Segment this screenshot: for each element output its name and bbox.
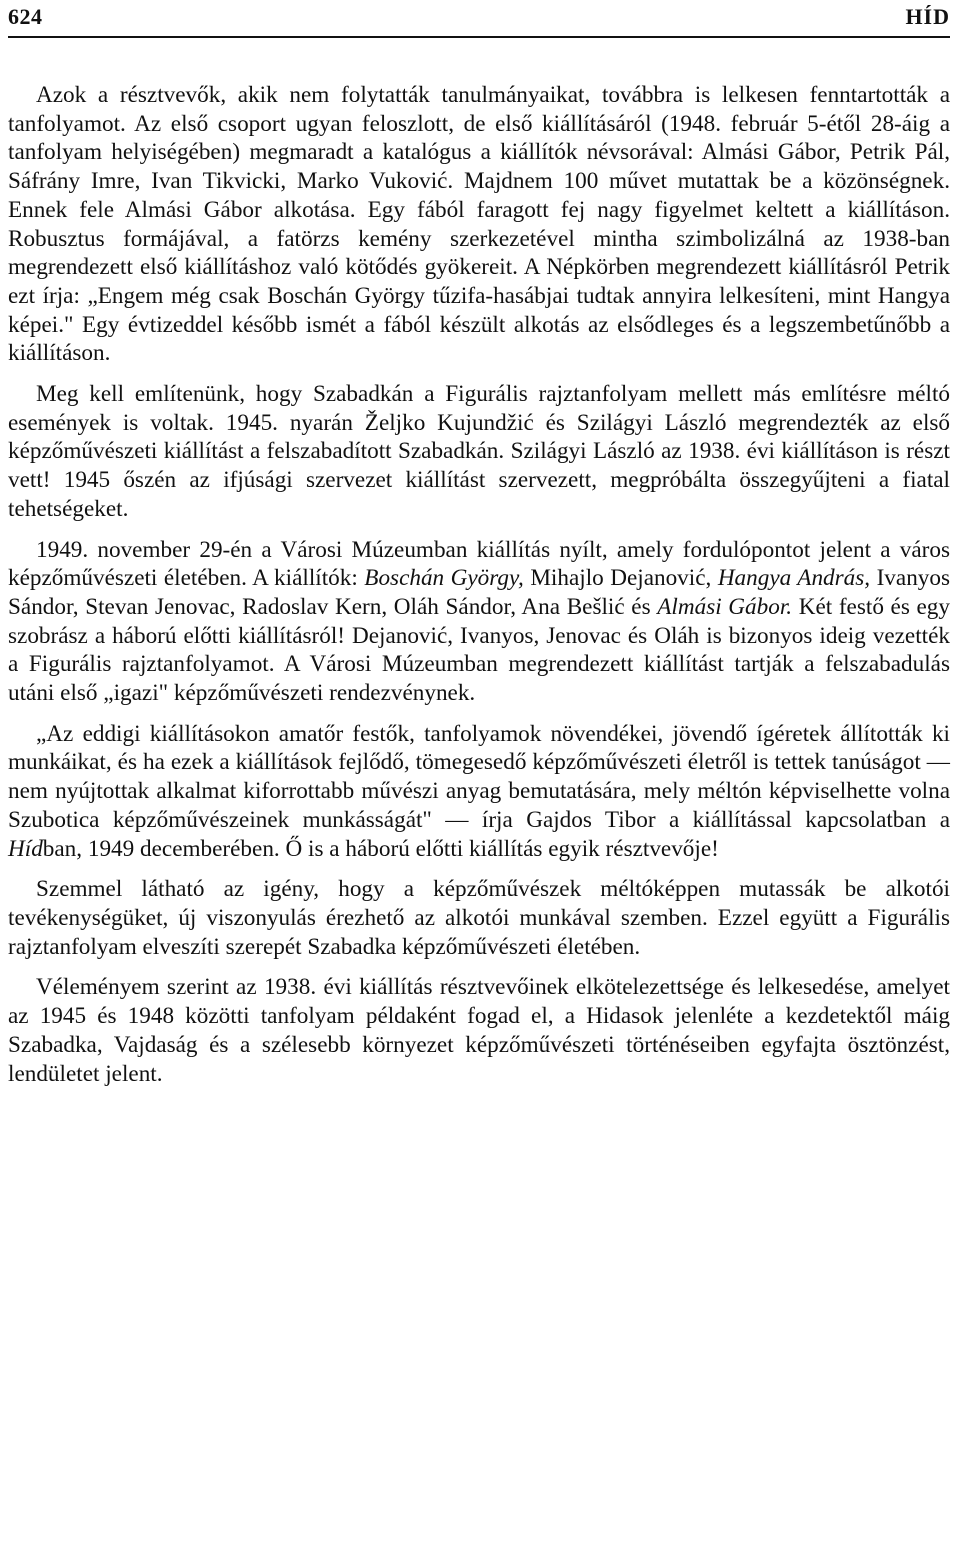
paragraph [8, 973, 950, 1088]
text-segment: Két festő és egy szobrász a háború előtti kiállításról! Dejanović, Ivanyos, Jenovac és Oláh is bizonyos ideig vezették a Figurális rajztanfolyamot. A Városi Múzeumban megrendezett kiállítást tartják a felszabadulás utáni első „igazi" képzőművészeti rendezvénynek. [8, 593, 950, 707]
text-segment: Véleményem szerint az 1938. évi kiállítás résztvevőinek elkötelezettsége és lelkesedése, amelyet az 1945 és 1948 közötti tanfolyam példaként fogad el, a Hidasok jelenléte a kezdetektől máig Szabadka, Vajdaság és a szélesebb környezet képzőművészeti történéseiben egyfajta ösztönzést, lendületet jelent. [8, 974, 950, 1087]
text-segment: Mihajlo Dejanović, [523, 565, 718, 592]
running-header [8, 2, 950, 38]
text-segment: 1949. november 29-én a Városi Múzeumban kiállítás nyílt, amely fordulópontot jelent a város képzőművészeti életében. A kiállítók: [8, 536, 950, 592]
italic-text-segment: Hangya András, [717, 565, 871, 592]
text-segment: Szemmel látható az igény, hogy a képzőművészek méltóképpen mutassák be alkotói tevékenységüket, új viszonyulás érezhető az alkotói munkával szemben. Ezzel együtt a Figurális rajztanfolyam elveszíti szerepét Szabadka képzőművészeti életében. [8, 876, 950, 960]
paragraph [8, 875, 950, 961]
text-segment: Ivanyos Sándor, Stevan Jenovac, Radoslav Kern, Oláh Sándor, Ana Bešlić és [8, 565, 950, 620]
italic-text-segment: Híd [8, 835, 43, 862]
paragraph [8, 380, 950, 524]
journal-name: HÍD [905, 4, 950, 29]
italic-text-segment: Almási Gábor. [657, 593, 793, 620]
text-segment: Meg kell említenünk, hogy Szabadkán a Figurális rajztanfolyam mellett más említésre méltó események is voltak. 1945. nyarán Željko Kujundžić és Szilágyi László megrendezték az első képzőművészeti kiállítást a felszabadított Szabadkán. Szilágyi László az 1938. évi kiállításon is részt vett! 1945 őszén az ifjúsági szervezet kiállítást szervezett, megpróbálta összegyűjteni a fiatal tehetségeket. [8, 381, 950, 522]
paragraph [8, 81, 950, 368]
paragraph [8, 720, 950, 864]
page-number: 624 [8, 4, 43, 29]
italic-text-segment: Boschán György, [364, 565, 524, 592]
text-segment: Azok a résztvevők, akik nem folytatták tanulmányaikat, továbbra is lelkesen fenntartották a tanfolyamot. Az első csoport ugyan feloszlott, de első kiállításáról (1948. február 5-étől 28-áig a tanfolyam helyiségében) megmaradt a katalógus a kiállítók névsorával: Almási Gábor, Petrik Pál, Sáfrány Imre, Ivan Tikvicki, Marko Vuković. Majdnem 100 művet mutattak be a közönségnek. Ennek fele Almási Gábor alkotása. Egy fából faragott fej nagy figyelmet keltett a kiállításon. Robusztus formájával, a fatörzs kemény szerkezetével mintha szimbolizálná az 1938-ban megrendezett első kiállításhoz való kötődés gyökereit. A Népkörben megrendezett kiállításról Petrik ezt írja: „Engem még csak Boschán György tűzifa-hasábjai tudtak annyira lelkesíteni, mint Hangya képei." Egy évtizeddel később ismét a fából készült alkotás az elsődleges és a legszembetűnőbb a kiállításon. [8, 82, 950, 367]
body-text [8, 81, 950, 1088]
text-segment: „Az eddigi kiállításokon amatőr festők, tanfolyamok növendékei, jövendő ígéretek állították ki munkáikat, és ha ezek a kiállítások fejlődő, tömegesedő képzőművészeti életről is tettek tanúságot — nem nyújtottak alkalmat kiforrottabb művészi anyag bemutatására, mely méltón képviselhette volna Szubotica képzőművészeinek munkásságát" — írja Gajdos Tibor a kiállítással kapcsolatban a [8, 720, 950, 833]
paragraph [8, 536, 950, 708]
text-segment: ban, 1949 decemberében. Ő is a háború előtti kiállítás egyik résztvevője! [42, 835, 719, 862]
